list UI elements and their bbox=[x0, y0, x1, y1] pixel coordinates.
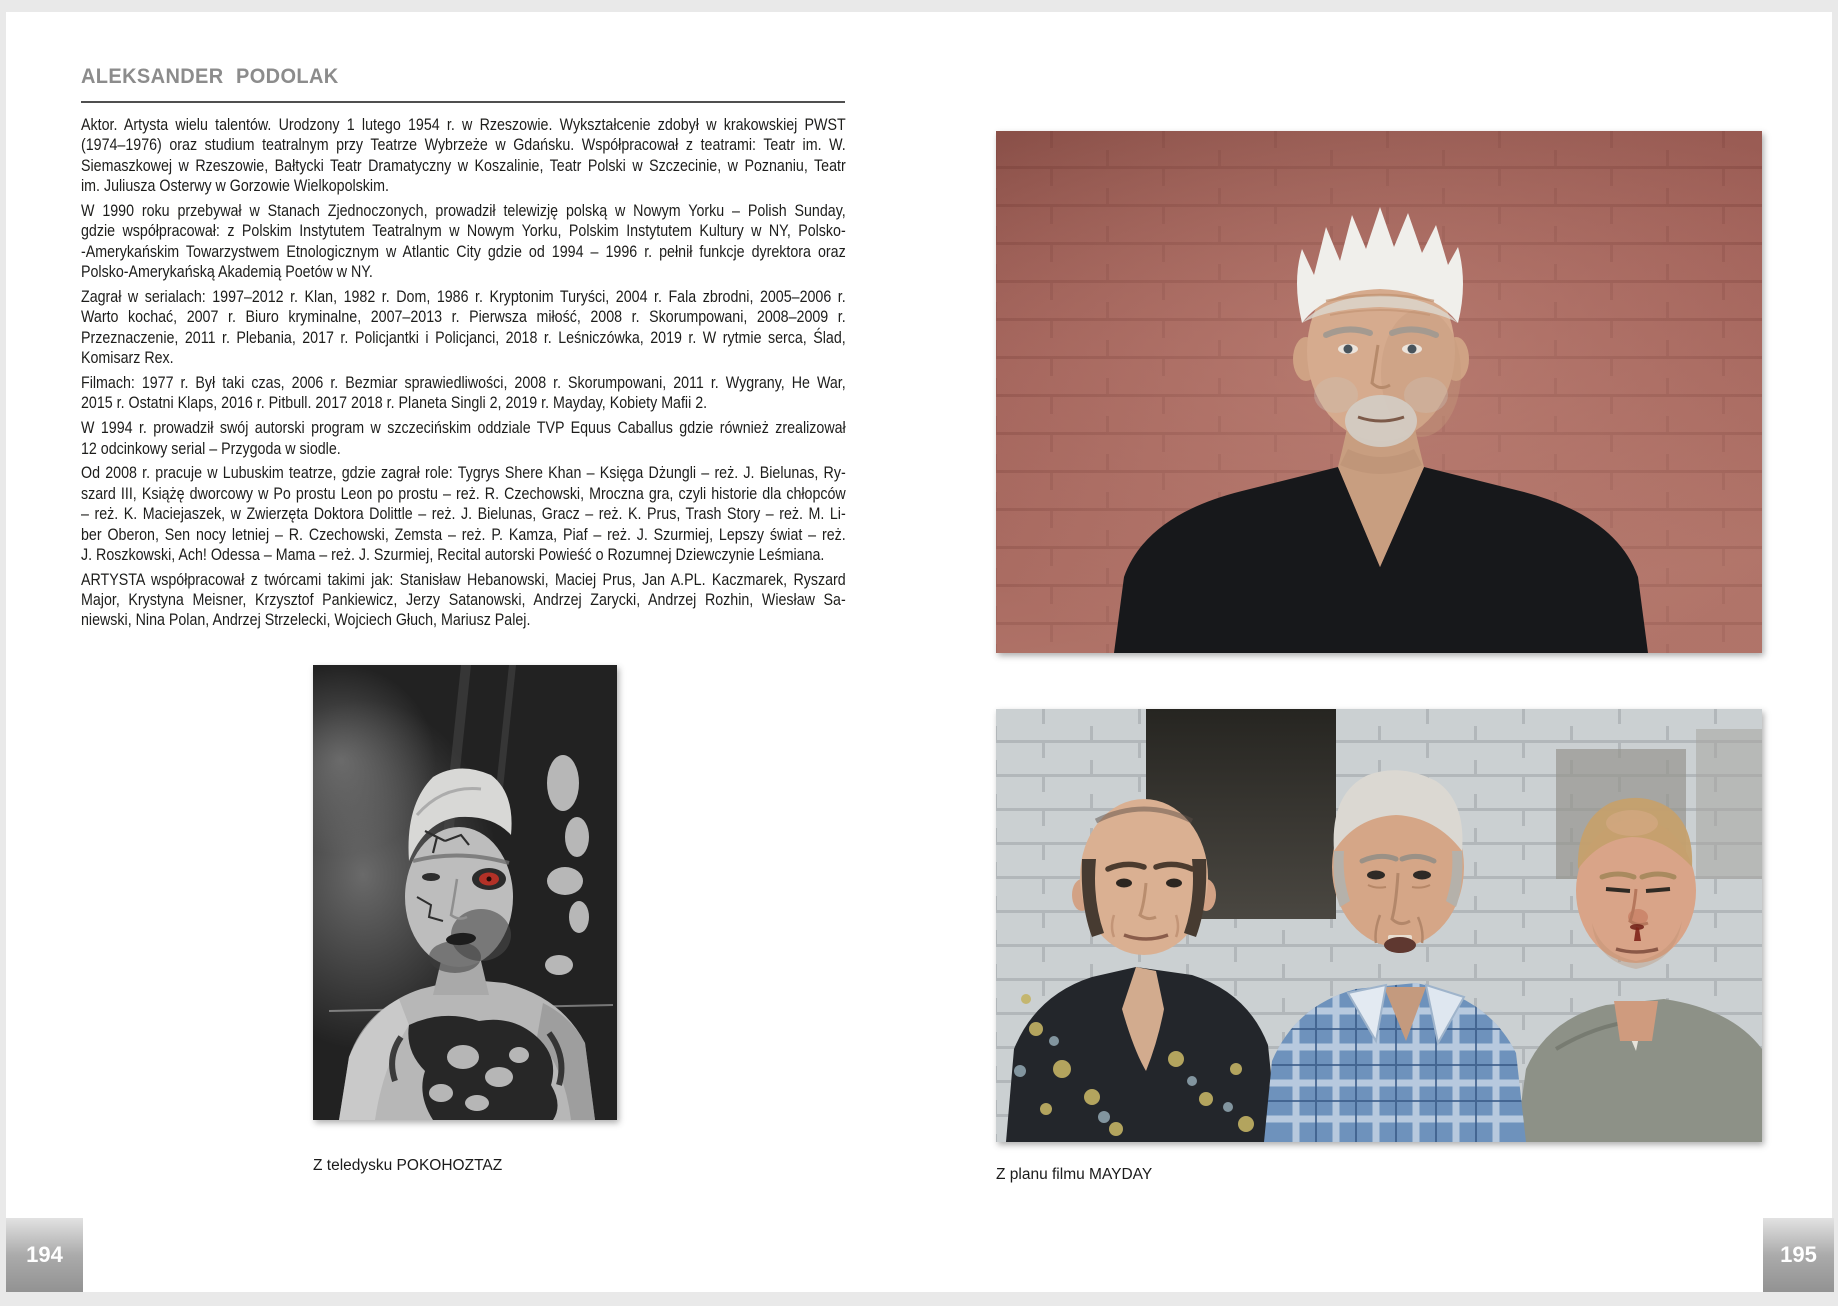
bio-line: Zagrał w serialach: 1997–2012 r. Klan, 1982 r. Dom, 1986 r. Kryptonim Turyści, 2004 r. Fala zbrodni, 2005–2006 r. bbox=[81, 287, 846, 306]
bio-line: W 1994 r. prowadził swój autorski program w szczecińskim oddziale TVP Equus Caballus gdzie również zrealizował bbox=[81, 419, 846, 438]
left-photo-caption: Z teledysku POKOHOZTAZ bbox=[313, 1157, 503, 1174]
bio-paragraph bbox=[81, 201, 846, 282]
bio-line: ARTYSTA współpracował z twórcami takimi jak: Stanisław Hebanowski, Maciej Prus, Jan A.PL. Kaczmarek, Ryszard bbox=[81, 570, 846, 589]
bio-paragraph bbox=[81, 418, 846, 459]
bio-line: Przeznaczenie, 2011 r. Plebania, 2017 r. Policjantki i Policjanci, 2018 r. Leśniczówka, 2019 r. W rytmie serca, Ślad, bbox=[81, 328, 846, 347]
bio-line: Aktor. Artysta wielu talentów. Urodzony 1 lutego 1954 r. w Rzeszowie. Wykształcenie zdobył w krakowskiej PWST bbox=[81, 116, 846, 134]
bio-line: 2015 r. Ostatni Klaps, 2016 r. Pitbull. 2017 2018 r. Planeta Singli 2, 2019 r. Mayday, Kobiety Mafii 2. bbox=[81, 394, 708, 413]
bw-photo-art bbox=[313, 665, 617, 1120]
bio-line: (1974–1976) oraz studium teatralnym przy Teatrze Wybrzeże w Gdańsku. Współpracował z teatrami: Teatr im. W. bbox=[81, 136, 846, 155]
bio-line: niewski, Nina Polan, Andrzej Strzelecki, Wojciech Głuch, Mariusz Palej. bbox=[81, 611, 531, 630]
bio-line: W 1990 roku przebywał w Stanach Zjednoczonych, prowadził telewizję polską w Nowym Yorku – Polish Sunday, bbox=[81, 201, 846, 220]
film-set-photo-art bbox=[996, 709, 1762, 1142]
bio-line: Komisarz Rex. bbox=[81, 348, 174, 367]
bio-line: -Amerykańskim Towarzystwem Etnologicznym w Atlantic City gdzie od 1994 – 1996 r. pełnił funkcje dyrektora oraz bbox=[81, 242, 846, 261]
bio-line: Warto kochać, 2007 r. Biuro kryminalne, 2007–2013 r. Pierwsza miłość, 2008 r. Skorumpowani, 2008–2009 r. bbox=[81, 308, 846, 327]
bio-paragraph bbox=[81, 570, 846, 631]
title-underline bbox=[81, 101, 845, 103]
bio-line: – reż. K. Maciejaszek, w Zwierzęta Doktora Dolittle – reż. J. Bielunas, Gracz – reż. K. Prus, Trash Story – reż. M. Li- bbox=[81, 505, 846, 524]
page-number-left: 194 bbox=[6, 1218, 83, 1292]
bio-line: Polsko-Amerykańską Akademią Poetów w NY. bbox=[81, 263, 373, 281]
bio-line: Od 2008 r. pracuje w Lubuskim teatrze, gdzie zagrał role: Tygrys Shere Khan – Księga Dżungli – reż. J. Bielunas, Ry- bbox=[81, 464, 846, 483]
bio-line: Major, Krystyna Meisner, Krzysztof Pankiewicz, Jerzy Satanowski, Andrzej Zarycki, Andrzej Rozhin, Wiesław Sa- bbox=[81, 591, 846, 610]
bio-paragraph bbox=[81, 373, 846, 414]
biography-text bbox=[81, 115, 846, 635]
bio-line: ber Oberon, Sen nocy letniej – R. Czechowski, Zemsta – reż. P. Kamza, Piaf – reż. J. Szurmiej, Lepszy świat – reż. bbox=[81, 525, 846, 544]
bio-paragraph bbox=[81, 287, 846, 368]
bio-line: J. Roszkowski, Ach! Odessa – Mama – reż. J. Szurmiej, Recital autorski Powieść o Rozumnej Dziewczynie Leśmiana. bbox=[81, 545, 825, 564]
bio-line: 12 odcinkowy serial – Przygoda w siodle. bbox=[81, 439, 341, 458]
right-photo-caption: Z planu filmu MAYDAY bbox=[996, 1166, 1153, 1183]
portrait-photo bbox=[996, 131, 1762, 653]
bio-line: im. Juliusza Osterwy w Gorzowie Wielkopolskim. bbox=[81, 177, 389, 196]
bio-paragraph bbox=[81, 463, 846, 565]
bio-line: gdzie współpracował: z Polskim Instytutem Teatralnym w Nowym Yorku, Polskim Instytutem Kultury w NY, Polsko- bbox=[81, 222, 846, 241]
bio-paragraph bbox=[81, 115, 846, 196]
portrait-photo-art bbox=[996, 131, 1762, 653]
film-set-photo bbox=[996, 709, 1762, 1142]
bio-line: Siemaszkowej w Rzeszowie, Bałtycki Teatr Dramatyczny w Koszalinie, Teatr Polski w Szczecinie, w Poznaniu, Teatr bbox=[81, 156, 846, 175]
page-number-right: 195 bbox=[1763, 1218, 1834, 1292]
page-title: ALEKSANDER PODOLAK bbox=[81, 64, 339, 88]
bio-line: Filmach: 1977 r. Był taki czas, 2006 r. Bezmiar sprawiedliwości, 2008 r. Skorumpowani, 2011 r. Wygrany, He War, bbox=[81, 373, 846, 392]
bio-line: szard III, Książę dworcowy w Po prostu Leon po prostu – reż. R. Czechowski, Mroczna gra, czyli historie dla chłopców bbox=[81, 484, 846, 503]
music-video-photo bbox=[313, 665, 617, 1120]
